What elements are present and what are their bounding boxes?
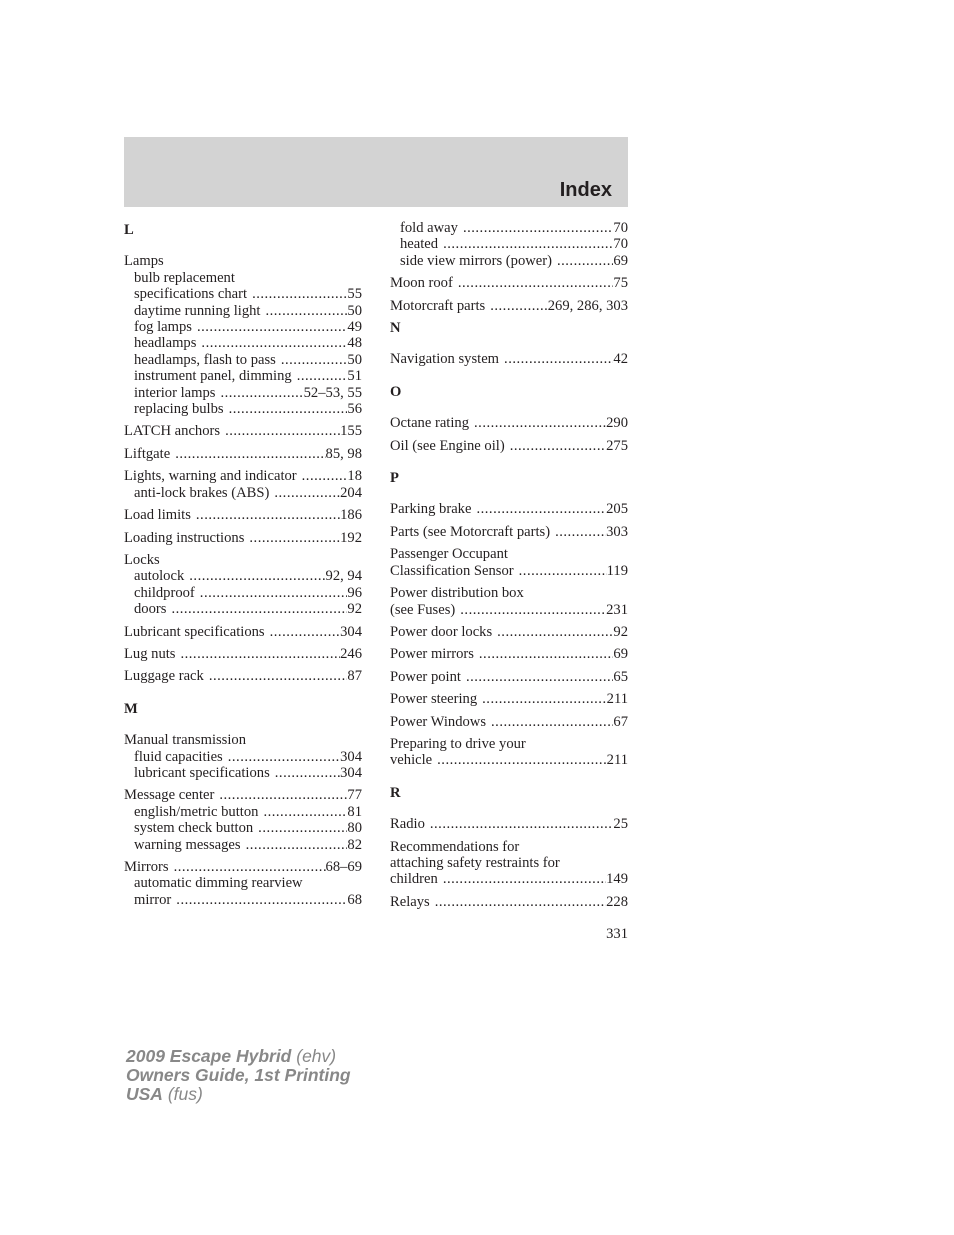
index-page-ref: 25 xyxy=(613,816,628,833)
index-entry xyxy=(124,530,362,546)
dot-leader xyxy=(265,624,340,640)
index-page-ref: 18 xyxy=(347,468,362,485)
footer-guide-title: Owners Guide, 1st Printing xyxy=(126,1065,351,1085)
dot-leader xyxy=(297,468,348,484)
index-term: Oil (see Engine oil) xyxy=(390,437,505,454)
index-subentry-line xyxy=(124,352,362,368)
index-term: Load limits xyxy=(124,507,191,524)
index-page-ref: 192 xyxy=(340,529,362,546)
index-term: heated xyxy=(400,236,439,253)
index-term: children xyxy=(390,871,438,888)
dot-leader xyxy=(486,714,613,730)
index-term: bulb replacement xyxy=(134,269,235,286)
index-term: Parts (see Motorcraft parts) xyxy=(390,523,551,540)
index-page-ref: 92, 94 xyxy=(325,568,362,585)
document-footer xyxy=(126,1047,351,1104)
index-page-ref: 51 xyxy=(347,368,362,385)
index-entry xyxy=(390,298,628,314)
index-page-ref: 155 xyxy=(340,423,362,440)
index-entry-line xyxy=(390,602,628,618)
index-page-ref: 204 xyxy=(340,484,362,501)
index-entry-line xyxy=(390,275,628,291)
dot-leader xyxy=(170,446,325,462)
dot-leader xyxy=(214,787,347,803)
index-column-right xyxy=(390,220,628,916)
index-page-ref: 149 xyxy=(606,871,628,888)
index-term: Relays xyxy=(390,893,430,910)
index-entry xyxy=(124,668,362,684)
dot-leader xyxy=(492,624,613,640)
footer-line-3 xyxy=(126,1085,351,1104)
index-subentry-line xyxy=(124,385,362,401)
dot-leader xyxy=(166,601,347,617)
index-entry-line xyxy=(390,646,628,662)
dot-leader xyxy=(223,749,340,765)
dot-leader xyxy=(175,646,340,662)
index-subentry-line xyxy=(124,585,362,601)
page-title: Index xyxy=(559,179,612,201)
index-term: specifications chart xyxy=(134,286,248,303)
index-term: Navigation system xyxy=(390,351,500,368)
index-subentry-line xyxy=(124,568,362,584)
index-page-ref: 87 xyxy=(347,668,362,685)
index-page-ref: 269, 286, 303 xyxy=(547,297,628,314)
index-page-ref: 304 xyxy=(340,764,362,781)
index-letter-heading: N xyxy=(390,320,401,337)
index-entry-line xyxy=(124,423,362,439)
index-page-ref: 70 xyxy=(613,220,628,236)
index-term: Passenger Occupant xyxy=(390,546,508,563)
dot-leader xyxy=(270,765,340,781)
index-entry-line xyxy=(390,546,628,562)
index-page-ref: 228 xyxy=(606,893,628,910)
index-header-band xyxy=(124,137,628,207)
index-entry xyxy=(124,253,362,417)
index-term: doors xyxy=(134,601,167,618)
dot-leader xyxy=(425,816,614,832)
index-term: vehicle xyxy=(390,752,433,769)
index-entry xyxy=(390,220,628,269)
index-entry xyxy=(390,894,628,910)
index-entry-line xyxy=(124,732,362,748)
dot-leader xyxy=(485,298,548,314)
dot-leader xyxy=(196,335,347,351)
index-entry xyxy=(390,585,628,618)
dot-leader xyxy=(191,507,340,523)
index-subentry-line xyxy=(390,236,628,252)
index-entry xyxy=(124,624,362,640)
index-term: anti-lock brakes (ABS) xyxy=(134,484,270,501)
dot-leader xyxy=(253,820,347,836)
footer-region-code: (fus) xyxy=(167,1084,203,1104)
index-page-ref: 96 xyxy=(347,584,362,601)
dot-leader xyxy=(469,415,606,431)
index-entry-line xyxy=(390,524,628,540)
index-term: interior lamps xyxy=(134,384,216,401)
index-term: Power Windows xyxy=(390,713,487,730)
index-subentry-line xyxy=(124,749,362,765)
index-term: daytime running light xyxy=(134,302,261,319)
index-entry-line xyxy=(390,624,628,640)
index-term: replacing bulbs xyxy=(134,401,224,418)
index-page-ref: 80 xyxy=(347,820,362,837)
index-subentry-line xyxy=(124,485,362,501)
index-term: Lubricant specifications xyxy=(124,623,265,640)
index-entry-line xyxy=(390,714,628,730)
index-page-ref: 69 xyxy=(613,646,628,663)
dot-leader xyxy=(192,319,347,335)
index-term: system check button xyxy=(134,820,254,837)
index-term: Lights, warning and indicator xyxy=(124,468,297,485)
index-entry xyxy=(390,501,628,517)
index-page-ref: 49 xyxy=(347,319,362,336)
dot-leader xyxy=(474,646,614,662)
index-page-ref: 42 xyxy=(613,351,628,368)
dot-leader xyxy=(471,501,606,517)
index-page-ref: 65 xyxy=(613,668,628,685)
index-entry xyxy=(124,507,362,523)
index-page-ref: 69 xyxy=(613,252,628,269)
index-term: Recommendations for xyxy=(390,838,520,855)
index-term: (see Fuses) xyxy=(390,601,456,618)
index-entry-line xyxy=(390,736,628,752)
index-subentry-line xyxy=(124,303,362,319)
index-entry-line xyxy=(390,816,628,832)
index-page-ref: 48 xyxy=(347,335,362,352)
index-letter-heading: P xyxy=(390,470,399,487)
index-entry-line xyxy=(390,839,628,855)
index-entry xyxy=(124,468,362,501)
dot-leader xyxy=(505,438,606,454)
index-page-ref: 50 xyxy=(347,351,362,368)
index-entry xyxy=(124,646,362,662)
footer-region: USA xyxy=(126,1084,163,1104)
footer-model-code: (ehv) xyxy=(296,1046,337,1066)
dot-leader xyxy=(169,859,326,875)
index-term: Preparing to drive your xyxy=(390,735,526,752)
index-entry-line xyxy=(390,415,628,431)
footer-line-1 xyxy=(126,1047,351,1066)
index-entry-line xyxy=(124,446,362,462)
index-letter-heading: R xyxy=(390,784,401,801)
index-letter-heading: L xyxy=(124,222,134,238)
index-term: Power mirrors xyxy=(390,646,474,663)
index-entry xyxy=(124,859,362,908)
index-term: fog lamps xyxy=(134,319,192,336)
index-subentry-line xyxy=(124,286,362,302)
index-page-ref: 92 xyxy=(613,623,628,640)
index-entry xyxy=(390,839,628,888)
footer-line-2 xyxy=(126,1066,351,1085)
index-page-ref: 52–53, 55 xyxy=(303,384,362,401)
index-entry-line xyxy=(390,871,628,887)
index-term: Lug nuts xyxy=(124,645,176,662)
index-page-ref: 77 xyxy=(347,787,362,804)
index-entry xyxy=(390,691,628,707)
index-entry xyxy=(124,423,362,439)
index-subentry-line xyxy=(124,601,362,617)
index-page-ref: 290 xyxy=(606,415,628,432)
index-term: Moon roof xyxy=(390,275,453,292)
dot-leader xyxy=(499,351,613,367)
index-subentry-line xyxy=(390,253,628,269)
index-term: LATCH anchors xyxy=(124,423,221,440)
index-entry xyxy=(390,816,628,832)
index-term: Classification Sensor xyxy=(390,562,514,579)
dot-leader xyxy=(276,352,348,368)
dot-leader xyxy=(430,894,606,910)
dot-leader xyxy=(438,871,606,887)
index-term: headlamps xyxy=(134,335,197,352)
dot-leader xyxy=(195,585,348,601)
index-term: Power steering xyxy=(390,691,478,708)
index-term: Motorcraft parts xyxy=(390,297,486,314)
index-subentry-line xyxy=(124,335,362,351)
index-subentry-line xyxy=(124,875,362,891)
dot-leader xyxy=(224,401,348,417)
index-subentry-line xyxy=(124,270,362,286)
index-page-ref: 56 xyxy=(347,401,362,418)
index-term: lubricant specifications xyxy=(134,764,270,781)
dot-leader xyxy=(550,524,606,540)
dot-leader xyxy=(215,385,303,401)
index-subentry-line xyxy=(124,401,362,417)
index-entry xyxy=(390,415,628,431)
index-page-ref: 303 xyxy=(606,523,628,540)
index-term: Message center xyxy=(124,787,215,804)
index-subentry-line xyxy=(124,820,362,836)
dot-leader xyxy=(458,220,613,236)
index-page-ref: 304 xyxy=(340,623,362,640)
dot-leader xyxy=(204,668,348,684)
index-term: side view mirrors (power) xyxy=(400,252,552,269)
dot-leader xyxy=(461,669,613,685)
index-entry xyxy=(390,275,628,291)
index-entry-line xyxy=(390,894,628,910)
index-page-ref: 205 xyxy=(606,501,628,518)
index-term: fold away xyxy=(400,220,458,236)
index-entry xyxy=(124,552,362,618)
index-entry-line xyxy=(124,530,362,546)
dot-leader xyxy=(171,892,347,908)
dot-leader xyxy=(260,303,347,319)
index-entry xyxy=(390,646,628,662)
dot-leader xyxy=(247,286,347,302)
index-page-ref: 81 xyxy=(347,803,362,820)
dot-leader xyxy=(453,275,614,291)
dot-leader xyxy=(269,485,340,501)
index-term: Mirrors xyxy=(124,859,169,875)
index-entry-line xyxy=(124,859,362,875)
dot-leader xyxy=(455,602,606,618)
index-entry xyxy=(390,438,628,454)
index-subentry-line xyxy=(124,837,362,853)
index-entry xyxy=(124,446,362,462)
dot-leader xyxy=(258,804,347,820)
index-subentry-line xyxy=(124,804,362,820)
index-term: mirror xyxy=(134,891,172,908)
index-term: Radio xyxy=(390,816,425,833)
dot-leader xyxy=(292,368,348,384)
index-entry xyxy=(390,669,628,685)
index-page-ref: 119 xyxy=(606,562,628,579)
dot-leader xyxy=(220,423,340,439)
index-term: Liftgate xyxy=(124,445,171,462)
index-entry-line xyxy=(124,253,362,269)
index-entry-line xyxy=(390,563,628,579)
index-term: instrument panel, dimming xyxy=(134,368,292,385)
index-term: automatic dimming rearview xyxy=(134,875,303,892)
index-page-ref: 68–69 xyxy=(325,859,362,875)
index-entry xyxy=(390,524,628,540)
index-page-ref: 85, 98 xyxy=(325,445,362,462)
index-subentry-line xyxy=(124,319,362,335)
index-entry-line xyxy=(390,752,628,768)
index-term: fluid capacities xyxy=(134,748,223,765)
index-page-ref: 67 xyxy=(613,713,628,730)
index-term: Octane rating xyxy=(390,415,470,432)
index-page-ref: 211 xyxy=(606,691,628,708)
footer-model: 2009 Escape Hybrid xyxy=(126,1046,292,1066)
index-term: autolock xyxy=(134,568,185,585)
index-entry xyxy=(390,546,628,579)
index-page-ref: 275 xyxy=(606,437,628,454)
index-entry-line xyxy=(124,552,362,568)
dot-leader xyxy=(241,837,348,853)
index-entry-line xyxy=(124,624,362,640)
dot-leader xyxy=(244,530,340,546)
index-entry-line xyxy=(124,646,362,662)
dot-leader xyxy=(184,568,325,584)
index-term: Power door locks xyxy=(390,623,493,640)
index-page-ref: 50 xyxy=(347,302,362,319)
index-letter-heading: O xyxy=(390,383,402,400)
index-column-left xyxy=(124,220,362,914)
index-page-ref: 186 xyxy=(340,507,362,524)
index-entry-line xyxy=(124,668,362,684)
index-page-ref: 246 xyxy=(340,645,362,662)
index-page-ref: 82 xyxy=(347,836,362,853)
index-entry-line xyxy=(390,855,628,871)
index-entry xyxy=(390,624,628,640)
index-page-ref: 70 xyxy=(613,236,628,253)
index-term: headlamps, flash to pass xyxy=(134,351,276,368)
index-entry xyxy=(124,732,362,781)
index-entry xyxy=(124,787,362,853)
index-term: Power point xyxy=(390,668,461,685)
index-subentry-line xyxy=(124,368,362,384)
dot-leader xyxy=(552,253,613,269)
index-entry-line xyxy=(124,468,362,484)
dot-leader xyxy=(438,236,613,252)
dot-leader xyxy=(514,563,607,579)
index-term: warning messages xyxy=(134,836,241,853)
index-subentry-line xyxy=(390,220,628,236)
index-entry-line xyxy=(390,501,628,517)
index-entry-line xyxy=(390,438,628,454)
index-term: Parking brake xyxy=(390,501,472,518)
index-term: Power distribution box xyxy=(390,585,524,602)
index-subentry-line xyxy=(124,765,362,781)
index-term: childproof xyxy=(134,584,195,601)
index-entry-line xyxy=(390,669,628,685)
index-entry-line xyxy=(124,787,362,803)
index-letter-heading: M xyxy=(124,700,138,717)
page-number: 331 xyxy=(606,926,628,942)
index-term: Loading instructions xyxy=(124,529,245,546)
index-page-ref: 304 xyxy=(340,748,362,765)
index-entry-line xyxy=(390,351,628,367)
index-term: Luggage rack xyxy=(124,668,204,685)
dot-leader xyxy=(432,752,607,768)
index-entry-line xyxy=(124,507,362,523)
index-page-ref: 211 xyxy=(606,752,628,769)
index-term: Lamps xyxy=(124,253,164,270)
index-term: attaching safety restraints for xyxy=(390,854,560,871)
index-page-ref: 231 xyxy=(606,601,628,618)
index-entry xyxy=(390,736,628,769)
index-page-ref: 55 xyxy=(347,286,362,303)
index-entry xyxy=(390,714,628,730)
dot-leader xyxy=(477,691,607,707)
index-entry-line xyxy=(390,298,628,314)
index-term: Manual transmission xyxy=(124,732,247,749)
index-page-ref: 68 xyxy=(347,891,362,908)
index-page-ref: 75 xyxy=(613,275,628,292)
index-page-ref: 92 xyxy=(347,601,362,618)
index-entry xyxy=(390,351,628,367)
index-term: english/metric button xyxy=(134,803,259,820)
index-entry-line xyxy=(390,585,628,601)
index-term: Locks xyxy=(124,551,160,568)
index-subentry-line xyxy=(124,892,362,908)
index-entry-line xyxy=(390,691,628,707)
